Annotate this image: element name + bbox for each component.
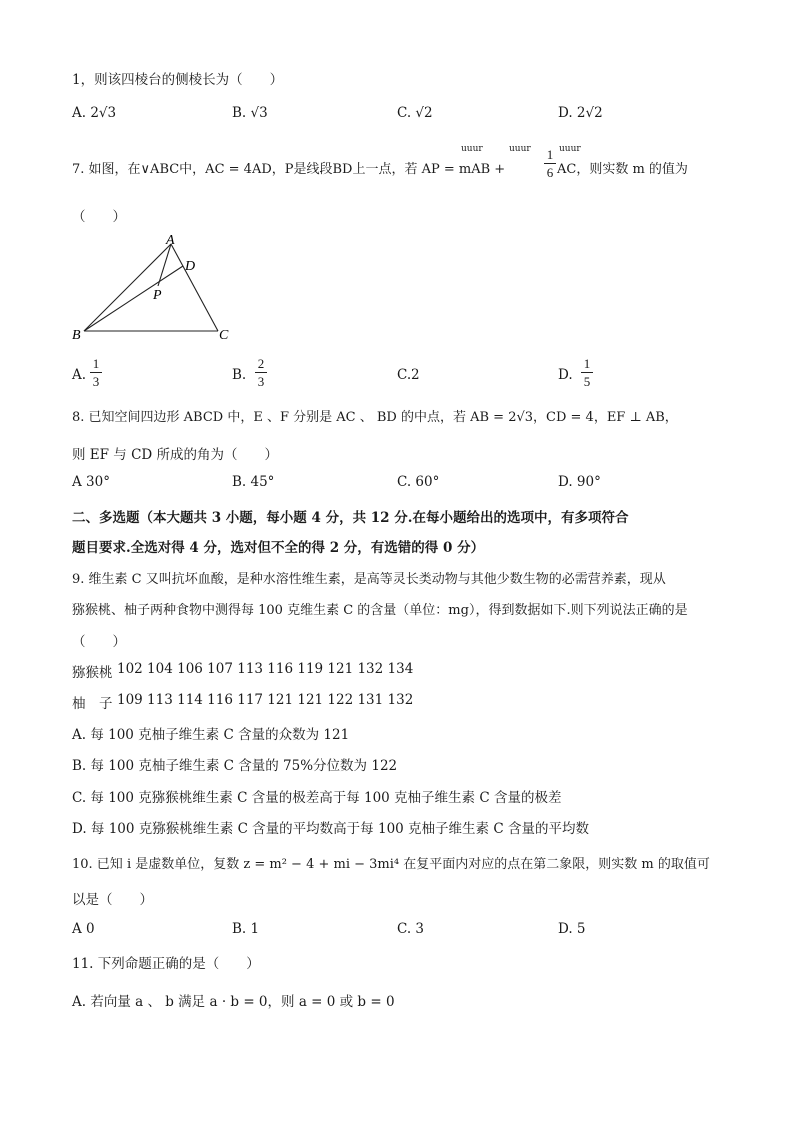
q8-option-d: D. 90°: [558, 474, 601, 490]
q6-option-c: C. √2: [397, 105, 433, 121]
q7-option-c-letter: C.: [397, 367, 412, 383]
vector-mark-ab: uuur: [509, 144, 531, 154]
q7-stem-tail: AC，则实数 m 的值为: [557, 162, 688, 177]
point-label-p: P: [153, 288, 162, 303]
q10-option-a: A 0: [72, 921, 95, 937]
q7-stem: 7. 如图，在∨ABC中，AC = 4AD，P是线段BD上一点，若 AP = mAB +: [72, 162, 506, 177]
q9-option-d: D. 每 100 克猕猴桃维生素 C 含量的平均数高于每 100 克柚子维生素 C 含量的平均数: [72, 821, 589, 837]
q6-stem-tail: 1，则该四棱台的侧棱长为（ ）: [72, 72, 284, 88]
q11-stem: 11. 下列命题正确的是（ ）: [72, 956, 260, 972]
q7-paren: （ ）: [72, 209, 126, 225]
q10-option-c: C. 3: [397, 921, 425, 937]
q10-line1: 10. 已知 i 是虚数单位，复数 z = m² − 4 + mi − 3mi⁴ 在复平面内对应的点在第二象限，则实数 m 的取值可: [72, 857, 710, 872]
vertex-label-a: A: [166, 233, 175, 248]
q9-option-a: A. 每 100 克柚子维生素 C 含量的众数为 121: [72, 727, 350, 743]
q6-option-d: D. 2√2: [558, 105, 603, 121]
q9-row-pomelo-label: 柚 子: [72, 696, 113, 712]
q7-option-b-fraction: [255, 355, 267, 390]
q9-option-b: B. 每 100 克柚子维生素 C 含量的 75%分位数为 122: [72, 758, 398, 774]
q8-line1: 8. 已知空间四边形 ABCD 中，E 、F 分别是 AC 、 BD 的中点，若 AB = 2√3，CD = 4，EF ⊥ AB，: [72, 410, 678, 425]
q6-option-a: A. 2√3: [72, 105, 117, 121]
q7-option-d-fraction: [581, 355, 593, 390]
q8-option-c: C. 60°: [397, 474, 440, 490]
q7-frac-num: 1: [546, 147, 554, 162]
q7-option-d-num: 1: [583, 356, 591, 371]
q7-option-a-num: 1: [92, 356, 100, 371]
q7-option-d-letter: D.: [558, 367, 573, 383]
vertex-label-d: D: [185, 259, 196, 274]
q9-option-c: C. 每 100 克猕猴桃维生素 C 含量的极差高于每 100 克柚子维生素 C 含量的极差: [72, 790, 562, 806]
q8-option-b: B. 45°: [232, 474, 275, 490]
vector-mark-ap: uuur: [461, 144, 483, 154]
q7-option-d-den: 5: [581, 372, 593, 390]
q10-line2: 以是（ ）: [72, 892, 153, 908]
triangle-figure: [68, 230, 243, 348]
q9-line1: 9. 维生素 C 又叫抗坏血酸，是种水溶性维生素，是高等灵长类动物与其他少数生物的必需营养素，现从: [72, 572, 666, 587]
q7-option-a-letter: A.: [72, 367, 87, 383]
q11-option-a: A. 若向量 a 、 b 满足 a · b = 0，则 a = 0 或 b = 0: [72, 994, 395, 1010]
section-heading-line1: 二、多选题（本大题共 3 小题，每小题 4 分，共 12 分.在每小题给出的选项中，有多项符合: [72, 510, 629, 526]
q9-row-pomelo-values: 109 113 114 116 117 121 121 122 131 132: [117, 692, 414, 708]
section-heading-line2: 题目要求.全选对得 4 分，选对但不全的得 2 分，有选错的得 0 分）: [72, 540, 485, 556]
q10-option-b: B. 1: [232, 921, 260, 937]
q8-line2: 则 EF 与 CD 所成的角为（ ）: [72, 447, 279, 463]
q9-paren: （ ）: [72, 634, 126, 650]
q7-frac-den: 6: [544, 163, 556, 181]
vertex-label-c: C: [219, 328, 229, 343]
vertex-label-b: B: [72, 328, 81, 343]
q7-option-c-value: 2: [411, 367, 420, 383]
vector-mark-ac: uuur: [559, 144, 581, 154]
q7-option-a-den: 3: [90, 372, 102, 390]
q7-option-b-letter: B.: [232, 367, 247, 383]
q7-option-a-fraction: [90, 355, 102, 390]
q7-option-b-den: 3: [255, 372, 267, 390]
q9-row-kiwi-values: 102 104 106 107 113 116 119 121 132 134: [117, 661, 414, 677]
q10-option-d: D. 5: [558, 921, 586, 937]
q7-stem-fraction: [544, 146, 556, 181]
q9-line2: 猕猴桃、柚子两种食物中测得每 100 克维生素 C 的含量（单位：mg），得到数据如下.则下列说法正确的是: [72, 603, 688, 618]
q9-row-kiwi-label: 猕猴桃: [72, 665, 113, 681]
q6-option-b: B. √3: [232, 105, 268, 121]
q8-option-a: A 30°: [72, 474, 110, 490]
q7-option-b-num: 2: [257, 356, 265, 371]
